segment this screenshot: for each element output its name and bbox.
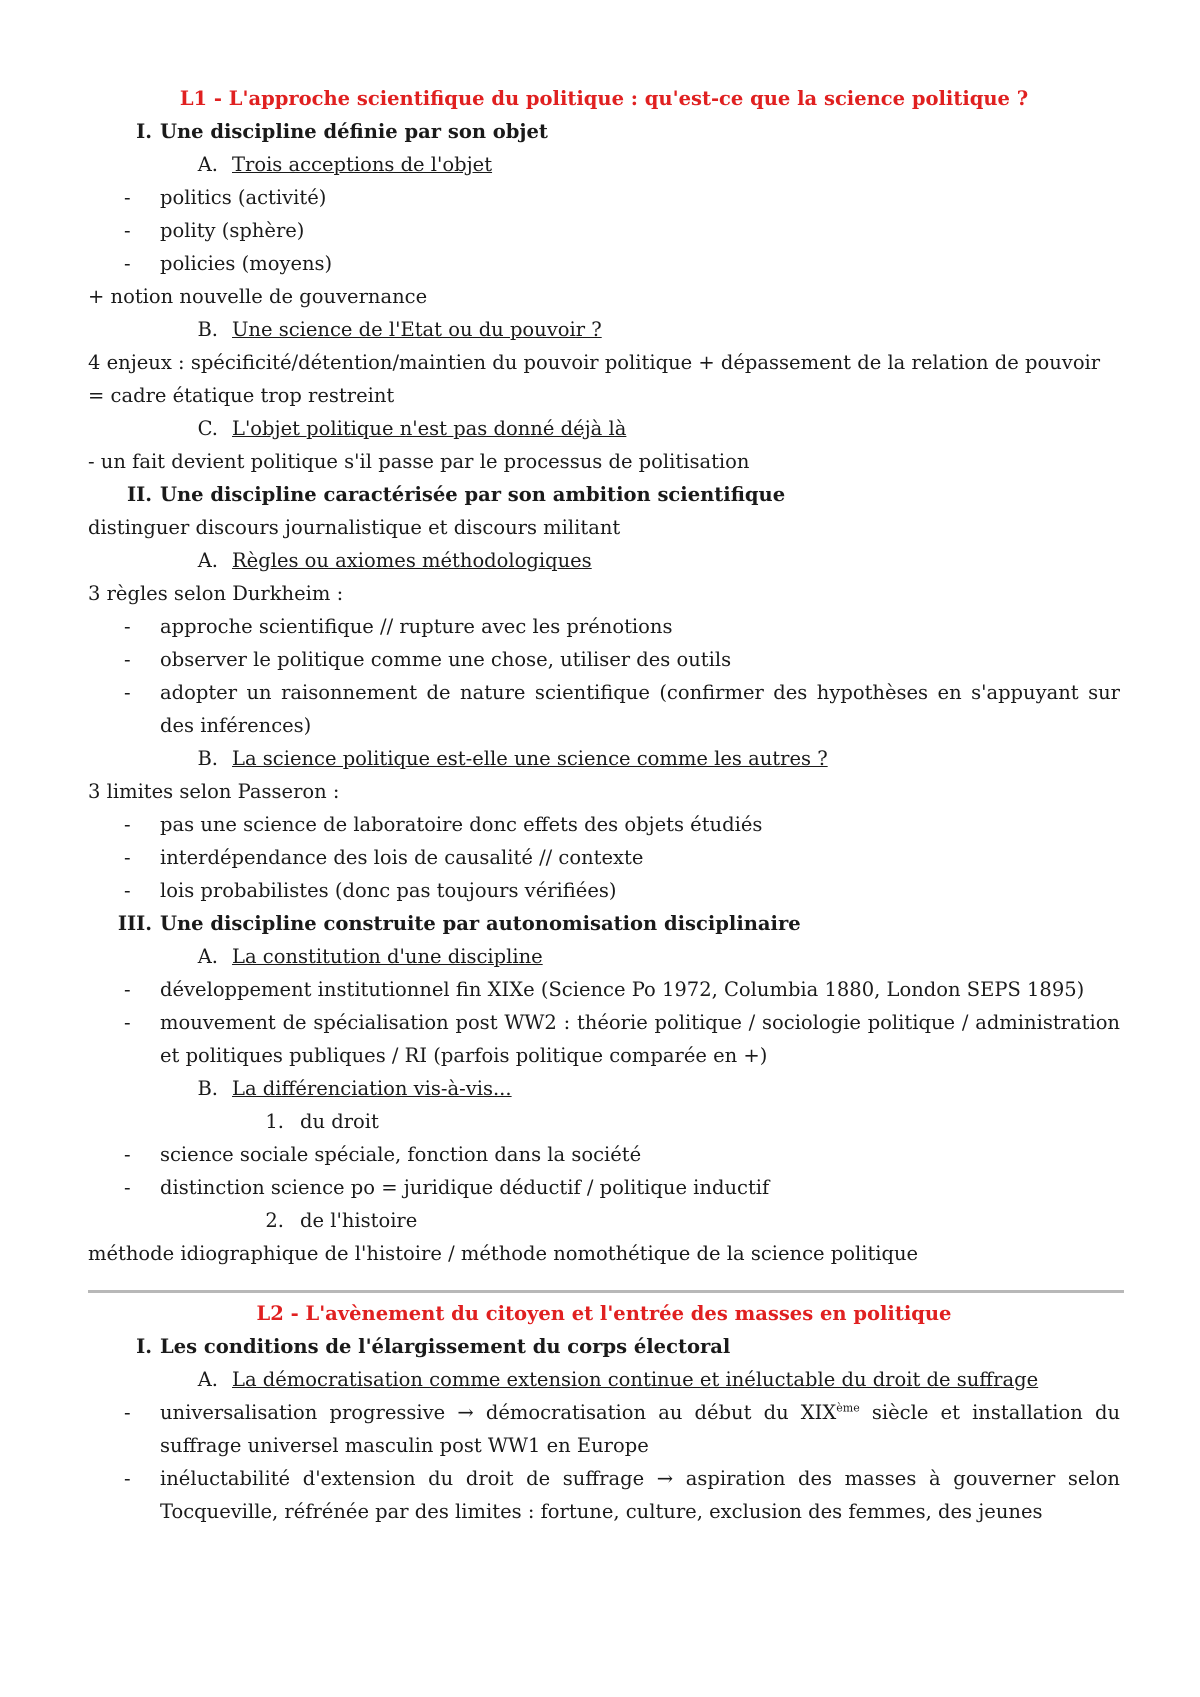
- paragraph: 3 limites selon Passeron :: [88, 780, 340, 803]
- subsection-title: L'objet politique n'est pas donné déjà là: [232, 417, 627, 440]
- section-number: II.: [126, 483, 152, 506]
- bullet-item: [88, 214, 1120, 247]
- subsection-title: La démocratisation comme extension continue et inéluctable du droit de suffrage: [232, 1368, 1039, 1391]
- bullet-dash: -: [124, 846, 131, 869]
- paragraph: - un fait devient politique s'il passe par le processus de politisation: [88, 450, 750, 473]
- bullet-dash: -: [124, 1467, 131, 1490]
- section-title: Une discipline construite par autonomisation disciplinaire: [160, 912, 801, 935]
- bullet-dash: -: [124, 1401, 131, 1424]
- paragraph: distinguer discours journalistique et discours militant: [88, 516, 621, 539]
- bullet-item: [88, 181, 1120, 214]
- subsection-title: La constitution d'une discipline: [232, 945, 543, 968]
- subsubsection-title: du droit: [300, 1110, 379, 1133]
- subsection-title: Trois acceptions de l'objet: [232, 153, 493, 176]
- section-number: I.: [136, 120, 152, 143]
- bullet-item: [88, 1006, 1120, 1072]
- bullet-text-continued: siècle et installation du suffrage universel masculin post WW1 en Europe: [160, 1401, 1120, 1457]
- subsection-letter: A.: [197, 549, 218, 572]
- bullet-text: pas une science de laboratoire donc effets des objets étudiés: [160, 813, 763, 836]
- subsection-1a-heading: [88, 1363, 1120, 1396]
- subsection-letter: A.: [197, 1368, 218, 1391]
- bullet-dash: -: [124, 681, 131, 704]
- subsection-1c-heading: [88, 412, 1120, 445]
- bullet-item: [88, 841, 1120, 874]
- subsection-letter: B.: [197, 747, 218, 770]
- subsection-3a-heading: [88, 940, 1120, 973]
- subsection-title: Une science de l'Etat ou du pouvoir ?: [232, 318, 602, 341]
- subsection-letter: A.: [197, 945, 218, 968]
- bullet-item: [88, 1396, 1120, 1462]
- bullet-item: [88, 1462, 1120, 1528]
- paragraph: 3 règles selon Durkheim :: [88, 582, 344, 605]
- paragraph: méthode idiographique de l'histoire / méthode nomothétique de la science politique: [88, 1242, 919, 1265]
- document-page: [88, 82, 1120, 1528]
- bullet-text: politics (activité): [160, 186, 327, 209]
- bullet-item: [88, 643, 1120, 676]
- bullet-dash: -: [124, 252, 131, 275]
- section-number: I.: [136, 1335, 152, 1358]
- subsubsection-2-heading: [88, 1204, 1120, 1237]
- section-number: III.: [117, 912, 152, 935]
- bullet-item: [88, 874, 1120, 907]
- bullet-text: lois probabilistes (donc pas toujours vérifiées): [160, 879, 617, 902]
- bullet-text: policies (moyens): [160, 252, 333, 275]
- bullet-text: adopter un raisonnement de nature scientifique (confirmer des hypothèses en s'appuyant sur des inférences): [160, 681, 1120, 737]
- lecture-1-title: L1 - L'approche scientifique du politique : qu'est-ce que la science politique ?: [179, 87, 1029, 110]
- bullet-dash: -: [124, 1176, 131, 1199]
- section-2-heading: [88, 478, 1120, 511]
- bullet-item: [88, 808, 1120, 841]
- subsection-letter: B.: [197, 318, 218, 341]
- bullet-dash: -: [124, 1143, 131, 1166]
- paragraph: = cadre étatique trop restreint: [88, 384, 395, 407]
- bullet-item: [88, 610, 1120, 643]
- subsection-title: La science politique est-elle une science comme les autres ?: [232, 747, 828, 770]
- superscript: ème: [836, 1401, 860, 1415]
- bullet-item: [88, 1171, 1120, 1204]
- bullet-item: [88, 247, 1120, 280]
- subsubsection-number: 2.: [265, 1209, 284, 1232]
- bullet-dash: -: [124, 219, 131, 242]
- subsection-3b-heading: [88, 1072, 1120, 1105]
- bullet-text: développement institutionnel fin XIXe (Science Po 1972, Columbia 1880, London SEPS 1895): [160, 978, 1085, 1001]
- bullet-text: distinction science po = juridique déductif / politique inductif: [160, 1176, 770, 1199]
- bullet-text: observer le politique comme une chose, utiliser des outils: [160, 648, 732, 671]
- section-1-heading: [88, 115, 1120, 148]
- section-3-heading: [88, 907, 1120, 940]
- bullet-text: interdépendance des lois de causalité // contexte: [160, 846, 644, 869]
- subsubsection-title: de l'histoire: [300, 1209, 418, 1232]
- subsection-1b-heading: [88, 313, 1120, 346]
- section-title: Une discipline caractérisée par son ambition scientifique: [160, 483, 786, 506]
- subsubsection-1-heading: [88, 1105, 1120, 1138]
- bullet-dash: -: [124, 1011, 131, 1034]
- subsection-1a-heading: [88, 148, 1120, 181]
- subsection-letter: A.: [197, 153, 218, 176]
- bullet-item: [88, 676, 1120, 742]
- bullet-item: [88, 1138, 1120, 1171]
- bullet-text: mouvement de spécialisation post WW2 : théorie politique / sociologie politique / administration et politiques publiques / RI (parfois politique comparée en +): [160, 1011, 1120, 1067]
- subsection-2b-heading: [88, 742, 1120, 775]
- bullet-dash: -: [124, 186, 131, 209]
- bullet-text: inéluctabilité d'extension du droit de suffrage → aspiration des masses à gouverner selon Tocqueville, réfrénée par des limites : fortune, culture, exclusion des femmes, des jeunes: [160, 1467, 1120, 1523]
- bullet-text: approche scientifique // rupture avec les prénotions: [160, 615, 673, 638]
- bullet-dash: -: [124, 615, 131, 638]
- subsection-letter: B.: [197, 1077, 218, 1100]
- subsubsection-number: 1.: [265, 1110, 284, 1133]
- bullet-item: [88, 973, 1120, 1006]
- section-title: Une discipline définie par son objet: [160, 120, 548, 143]
- bullet-dash: -: [124, 813, 131, 836]
- lecture-2-title: L2 - L'avènement du citoyen et l'entrée des masses en politique: [256, 1302, 952, 1325]
- paragraph: 4 enjeux : spécificité/détention/maintien du pouvoir politique + dépassement de la relation de pouvoir: [88, 351, 1101, 374]
- bullet-text: polity (sphère): [160, 219, 305, 242]
- bullet-dash: -: [124, 648, 131, 671]
- section-title: Les conditions de l'élargissement du corps électoral: [160, 1335, 731, 1358]
- subsection-title: Règles ou axiomes méthodologiques: [232, 549, 592, 572]
- horizontal-divider: [88, 1290, 1124, 1293]
- section-1-heading: [88, 1330, 1120, 1363]
- bullet-text: science sociale spéciale, fonction dans la société: [160, 1143, 642, 1166]
- bullet-dash: -: [124, 879, 131, 902]
- bullet-text: universalisation progressive → démocratisation au début du XIX: [160, 1401, 837, 1424]
- subsection-2a-heading: [88, 544, 1120, 577]
- subsection-title: La différenciation vis-à-vis...: [232, 1077, 512, 1100]
- paragraph: + notion nouvelle de gouvernance: [88, 285, 428, 308]
- bullet-dash: -: [124, 978, 131, 1001]
- subsection-letter: C.: [197, 417, 218, 440]
